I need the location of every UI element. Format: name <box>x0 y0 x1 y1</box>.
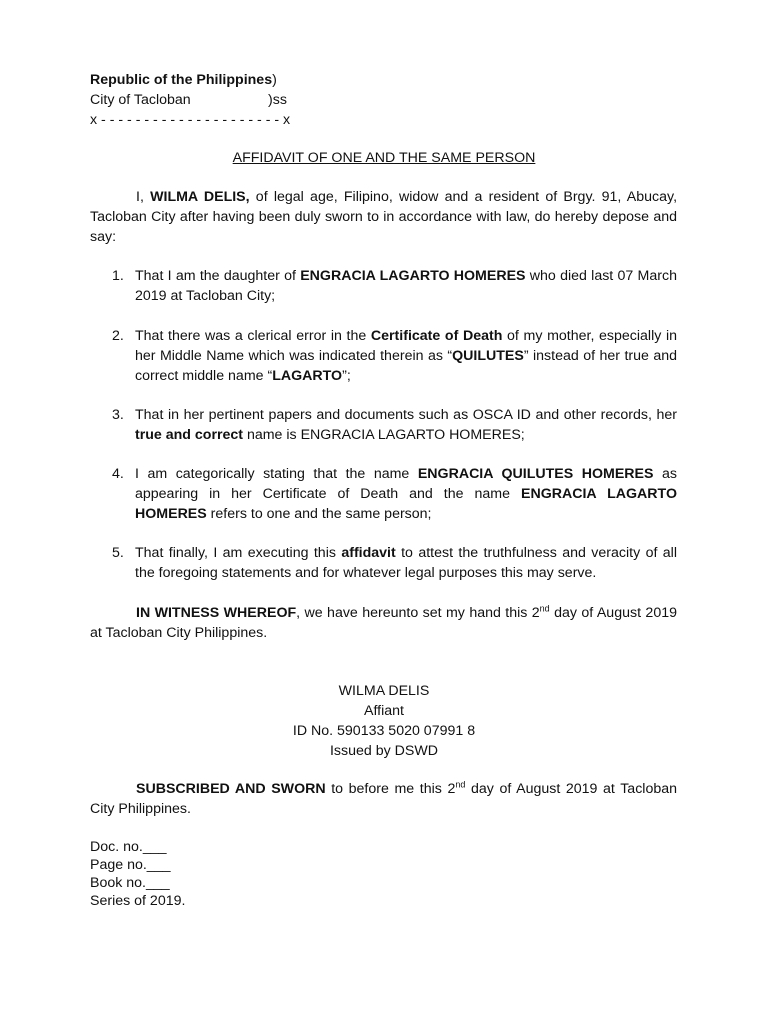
item-bold: ENGRACIA LAGARTO HOMERES <box>135 486 677 522</box>
republic-text: Republic of the Philippines <box>90 72 273 88</box>
item-bold: Certificate of Death <box>370 328 503 344</box>
notary-book-no: Book no.___ <box>90 875 170 891</box>
list-number: 3. <box>112 407 124 423</box>
sworn-text-1: to before me this 2 <box>325 781 456 797</box>
item-bold: ENGRACIA QUILUTES HOMERES <box>417 466 654 482</box>
item-text: refers to one and the same person; <box>206 506 432 522</box>
signature-name: WILMA DELIS <box>338 683 430 699</box>
witness-text-2: day of August 2019 at Tacloban City Philippines. <box>90 605 677 641</box>
list-number: 5. <box>112 545 124 561</box>
witness-text-1: , we have hereunto set my hand this 2 <box>296 605 540 621</box>
city-text: City of Tacloban <box>90 92 191 108</box>
item-text: who died last 07 March 2019 at Tacloban City; <box>135 268 677 304</box>
item-bold: affidavit <box>341 545 396 561</box>
item-text: name is ENGRACIA LAGARTO HOMERES; <box>243 427 525 443</box>
notary-doc-no: Doc. no.___ <box>90 839 167 855</box>
republic-paren: ) <box>272 72 277 88</box>
list-item-1 <box>90 266 677 306</box>
intro-text-2: of legal age, Filipino, widow and a resident of Brgy. 91, Abucay, Tacloban City after having been duly sworn to in accordance with law, do hereby depose and say: <box>90 189 678 245</box>
item-text: to attest the truthfulness and veracity of all the foregoing statements and for whatever legal purposes this may serve. <box>135 545 677 581</box>
item-text: ”; <box>342 368 351 384</box>
item-bold: LAGARTO <box>272 368 343 384</box>
sworn-lead-bold: SUBSCRIBED AND SWORN <box>136 781 326 797</box>
notary-series: Series of 2019. <box>90 893 186 909</box>
notary-block <box>90 838 185 910</box>
list-number: 1. <box>112 268 124 284</box>
item-bold: true and correct <box>135 427 244 443</box>
witness-sup: nd <box>539 603 550 614</box>
item-bold: ENGRACIA LAGARTO HOMERES <box>300 268 526 284</box>
list-item-4 <box>90 464 677 524</box>
intro-text-1: I, <box>136 189 151 205</box>
document-title: AFFIDAVIT OF ONE AND THE SAME PERSON <box>232 150 536 166</box>
item-text: ” instead of her true and correct middle name “ <box>135 348 678 384</box>
item-text: That in her pertinent papers and documents such as OSCA ID and other records, her <box>135 407 677 423</box>
sworn-paragraph <box>90 779 677 819</box>
sworn-sup: nd <box>455 779 466 790</box>
item-text: That there was a clerical error in the <box>135 328 371 344</box>
item-text: of my mother, especially in her Middle Name which was indicated therein as “ <box>135 328 678 364</box>
sworn-text-2: day of August 2019 at Tacloban City Philippines. <box>90 781 678 817</box>
item-text: That I am the daughter of <box>135 268 301 284</box>
item-text: as appearing in her Certificate of Death and the name <box>135 466 677 502</box>
list-number: 2. <box>112 328 124 344</box>
list-number: 4. <box>112 466 124 482</box>
list-item-2 <box>90 326 677 386</box>
republic-line <box>90 70 277 90</box>
affiant-name-bold: WILMA DELIS, <box>150 189 250 205</box>
signature-role: Affiant <box>364 703 404 719</box>
notary-page-no: Page no.___ <box>90 857 171 873</box>
intro-paragraph <box>90 187 677 247</box>
signature-block <box>0 681 768 761</box>
witness-paragraph <box>90 603 677 643</box>
list-item-3 <box>90 405 677 445</box>
list-item-5 <box>90 543 677 583</box>
city-line <box>90 90 287 110</box>
separator-line: x - - - - - - - - - - - - - - - - - - - - - x <box>90 112 291 128</box>
item-bold: QUILUTES <box>452 348 524 364</box>
signature-issued: Issued by DSWD <box>329 743 438 759</box>
signature-id: ID No. 590133 5020 07991 8 <box>292 723 476 739</box>
witness-lead-bold: IN WITNESS WHEREOF <box>136 605 297 621</box>
item-text: That finally, I am executing this <box>135 545 342 561</box>
item-text: I am categorically stating that the name <box>135 466 418 482</box>
ss-text: )ss <box>268 92 287 108</box>
